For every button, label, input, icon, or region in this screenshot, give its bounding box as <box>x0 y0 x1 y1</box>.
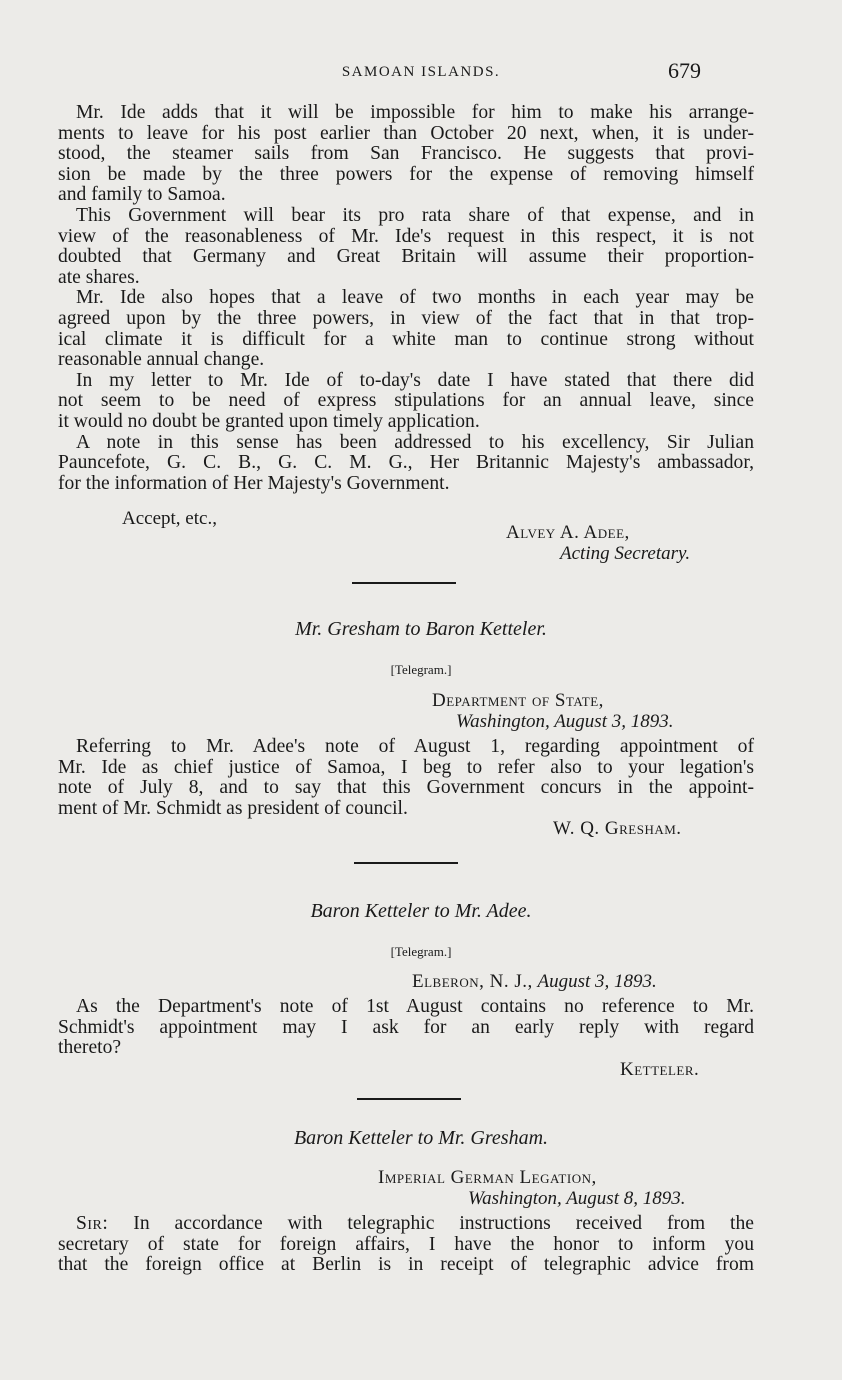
text-line: it would no doubt be granted upon timely application. <box>58 410 480 432</box>
letter3-place: Elberon, N. J., <box>412 971 533 992</box>
text-line: sion be made by the three powers for the expense of removing himself <box>58 163 754 185</box>
salutation: Sir: <box>76 1213 109 1234</box>
letter2-place: Department of State, <box>432 690 604 711</box>
section-rule <box>357 1098 461 1100</box>
text-line: agreed upon by the three powers, in view of the fact that in that trop- <box>58 307 754 329</box>
text-line: secretary of state for foreign affairs, I have the honor to inform you <box>58 1233 754 1255</box>
running-head: SAMOAN ISLANDS. <box>341 64 501 80</box>
text-line: note of July 8, and to say that this Government concurs in the appoint- <box>58 777 754 799</box>
text-line: Referring to Mr. Adee's note of August 1, regarding appointment of <box>76 736 754 757</box>
text-line: ments to leave for his post earlier than October 20 next, when, it is under- <box>58 122 754 144</box>
letter1-paragraph-3 <box>58 288 754 370</box>
text-line: A note in this sense has been addressed to his excellency, Sir Julian <box>76 431 754 453</box>
telegram-label: [Telegram.] <box>390 662 452 677</box>
text-line: ate shares. <box>58 266 140 288</box>
signature-title: Acting Secretary. <box>560 543 691 564</box>
letter3-heading: Baron Ketteler to Mr. Adee. <box>310 900 532 922</box>
text-line: Mr. Ide as chief justice of Samoa, I beg to refer also to your legation's <box>58 756 754 778</box>
text-line: Pauncefote, G. C. B., G. C. M. G., Her Britannic Majesty's ambassador, <box>58 452 754 474</box>
text-line: for the information of Her Majesty's Government. <box>58 472 450 494</box>
letter3-place-date <box>412 971 657 993</box>
telegram-label: [Telegram.] <box>390 944 452 959</box>
letter3-signature: Ketteler. <box>620 1059 700 1080</box>
closing: Accept, etc., <box>122 508 217 529</box>
text-line: not seem to be need of express stipulations for an annual leave, since <box>58 390 754 412</box>
letter4-paragraph <box>58 1214 754 1276</box>
section-rule <box>354 862 458 864</box>
letter2-paragraph <box>58 737 754 819</box>
letter1-paragraph-4 <box>58 371 754 433</box>
text-line: and family to Samoa. <box>58 184 226 206</box>
text-segment: In accordance with telegraphic instructions received from the <box>133 1213 754 1234</box>
text-line: This Government will bear its pro rata share of that expense, and in <box>76 204 754 226</box>
signature-name: Alvey A. Adee, <box>506 522 630 543</box>
text-line: In my letter to Mr. Ide of to-day's date I have stated that there did <box>76 369 754 391</box>
letter1-paragraph-5 <box>58 433 754 495</box>
text-line: ment of Mr. Schmidt as president of council. <box>58 797 408 819</box>
letter2-date: Washington, August 3, 1893. <box>456 711 674 732</box>
letter4-date: Washington, August 8, 1893. <box>468 1188 686 1209</box>
letter1-paragraph-2 <box>58 206 754 288</box>
text-line: Mr. Ide adds that it will be impossible for him to make his arrange- <box>76 102 754 123</box>
section-rule <box>352 582 456 584</box>
letter3-date: August 3, 1893. <box>537 971 657 992</box>
text-line: thereto? <box>58 1037 122 1059</box>
text-line: view of the reasonableness of Mr. Ide's request in this respect, it is not <box>58 225 754 247</box>
text-line <box>76 1214 754 1235</box>
letter2-body <box>58 737 754 819</box>
page-number: 679 <box>668 58 701 83</box>
letter4-heading: Baron Ketteler to Mr. Gresham. <box>293 1127 549 1149</box>
letter3-paragraph <box>58 997 754 1059</box>
text-line: Mr. Ide also hopes that a leave of two months in each year may be <box>76 287 754 309</box>
letter1-body <box>58 103 754 494</box>
letter3-body <box>58 997 754 1059</box>
text-line: stood, the steamer sails from San Francisco. He suggests that provi- <box>58 143 754 165</box>
letter4-place: Imperial German Legation, <box>378 1167 597 1188</box>
letter1-paragraph-1 <box>58 103 754 206</box>
text-line: ical climate it is difficult for a white man to continue strong without <box>58 328 754 350</box>
text-line: Schmidt's appointment may I ask for an early reply with regard <box>58 1016 754 1038</box>
text-line: As the Department's note of 1st August contains no reference to Mr. <box>76 996 754 1017</box>
letter4-body <box>58 1214 754 1276</box>
text-line: reasonable annual change. <box>58 349 265 371</box>
text-line: that the foreign office at Berlin is in receipt of telegraphic advice from <box>58 1254 754 1276</box>
text-line: doubted that Germany and Great Britain will assume their proportion- <box>58 246 754 268</box>
letter2-heading: Mr. Gresham to Baron Ketteler. <box>295 618 547 640</box>
letter2-signature: W. Q. Gresham. <box>553 818 682 839</box>
